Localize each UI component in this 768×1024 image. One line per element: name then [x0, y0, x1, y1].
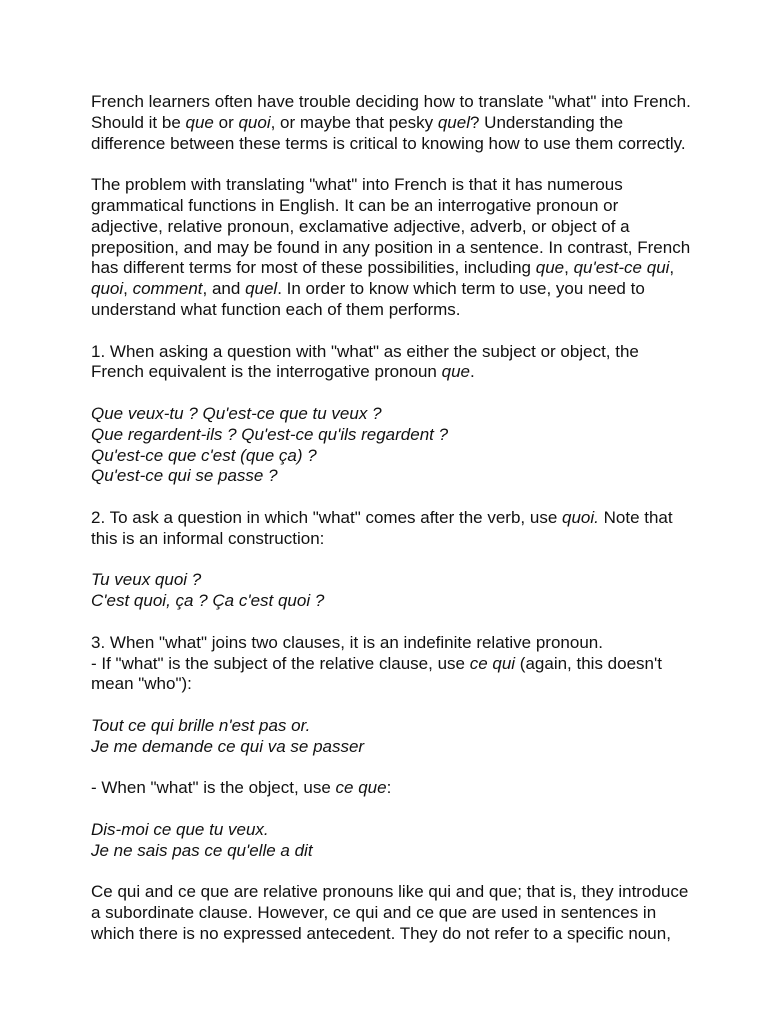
text-run: French learners often have trouble deciding how to translate "what" into French. — [91, 92, 691, 111]
text-run: ? Understanding the — [469, 112, 624, 132]
text-run: Note that — [598, 507, 673, 527]
italic-text: comment — [132, 279, 203, 299]
text-line — [91, 903, 731, 924]
text-run: . In order to know which term to use, you need to — [277, 279, 645, 299]
text-line — [91, 466, 731, 487]
italic-text: qu'est-ce qui — [573, 258, 670, 278]
italic-text: Que regardent-ils ? Qu'est-ce qu'ils regardent ? — [91, 424, 449, 444]
italic-text: ce que — [335, 778, 387, 798]
text-run: - If "what" is the subject of the relative clause, use — [91, 653, 470, 673]
paragraph — [91, 508, 731, 550]
italic-text: Qu'est-ce que c'est (que ça) ? — [91, 445, 317, 465]
paragraph — [91, 404, 731, 487]
text-line — [91, 529, 731, 550]
paragraph — [91, 633, 731, 695]
text-line — [91, 92, 731, 113]
text-run: , — [123, 279, 133, 299]
text-run: 2. To ask a question in which "what" comes after the verb, use — [91, 507, 563, 527]
text-line — [91, 841, 731, 862]
paragraph — [91, 882, 731, 944]
text-line — [91, 778, 731, 799]
italic-text: Tout ce qui brille n'est pas or. — [91, 715, 311, 735]
text-line — [91, 716, 731, 737]
text-run: 1. When asking a question with "what" as either the subject or object, the — [91, 341, 639, 361]
italic-text: Je me demande ce qui va se passer — [91, 736, 365, 756]
text-run: , — [669, 258, 675, 278]
paragraph — [91, 820, 731, 862]
text-line — [91, 737, 731, 758]
italic-text: que — [441, 362, 470, 382]
italic-text: C'est quoi, ça ? Ça c'est quoi ? — [91, 591, 325, 611]
text-line — [91, 258, 731, 279]
document-page — [91, 92, 731, 965]
text-line — [91, 508, 731, 529]
paragraph — [91, 570, 731, 612]
text-run: , — [564, 258, 574, 278]
text-line — [91, 404, 731, 425]
paragraph — [91, 716, 731, 758]
text-line — [91, 654, 731, 675]
text-line — [91, 446, 731, 467]
text-line — [91, 217, 731, 238]
text-run: . — [469, 362, 475, 382]
text-line — [91, 882, 731, 903]
text-run: The problem with translating "what" into French is that it has numerous — [91, 175, 623, 195]
text-line — [91, 924, 731, 945]
text-run: - When "what" is the object, use — [91, 778, 336, 798]
italic-text: que — [185, 112, 214, 132]
text-run: : — [386, 778, 392, 798]
text-run: this is an informal construction: — [91, 528, 325, 548]
paragraph — [91, 175, 731, 321]
italic-text: Qu'est-ce qui se passe ? — [91, 466, 278, 486]
text-line — [91, 674, 731, 695]
text-run: grammatical functions in English. It can be an interrogative pronoun or — [91, 195, 619, 215]
text-run: (again, this doesn't — [515, 653, 662, 673]
text-line — [91, 591, 731, 612]
italic-text: Que veux-tu ? Qu'est-ce que tu veux ? — [91, 403, 382, 423]
text-run: , or maybe that pesky — [270, 112, 438, 132]
italic-text: Je ne sais pas ce qu'elle a dit — [91, 840, 313, 860]
text-run: mean "who"): — [91, 674, 192, 694]
text-run: adjective, relative pronoun, exclamative adjective, adverb, or object of a — [91, 216, 630, 236]
text-run: difference between these terms is critical to knowing how to use them correctly. — [91, 133, 686, 153]
italic-text: que — [535, 258, 565, 278]
italic-text: quel — [437, 112, 470, 132]
text-run: preposition, and may be found in any position in a sentence. In contrast, French — [91, 237, 691, 257]
italic-text: Dis-moi ce que tu veux. — [91, 819, 269, 839]
text-run: a subordinate clause. However, ce qui and ce que are used in sentences in — [91, 903, 657, 923]
text-run: has different terms for most of these possibilities, including — [91, 258, 536, 278]
text-line — [91, 113, 731, 134]
italic-text: quoi. — [562, 507, 599, 527]
text-line — [91, 570, 731, 591]
text-line — [91, 425, 731, 446]
text-run: 3. When "what" joins two clauses, it is an indefinite relative pronoun. — [91, 632, 603, 652]
paragraph — [91, 778, 731, 799]
text-run: French equivalent is the interrogative pronoun — [91, 362, 442, 382]
paragraph — [91, 342, 731, 384]
text-line — [91, 300, 731, 321]
text-line — [91, 238, 731, 259]
italic-text: quoi — [91, 279, 124, 299]
italic-text: ce qui — [469, 653, 516, 673]
text-line — [91, 342, 731, 363]
text-run: which there is no expressed antecedent. They do not refer to a specific noun, — [91, 923, 671, 943]
text-run: or — [213, 112, 239, 132]
text-run: Ce qui and ce que are relative pronouns like qui and que; that is, they introduce — [91, 882, 689, 902]
text-line — [91, 175, 731, 196]
italic-text: quoi — [238, 112, 271, 132]
text-line — [91, 134, 731, 155]
text-line — [91, 279, 731, 300]
italic-text: quel — [245, 279, 278, 299]
text-run: understand what function each of them performs. — [91, 299, 461, 319]
text-run: Should it be — [91, 112, 186, 132]
text-line — [91, 196, 731, 217]
italic-text: Tu veux quoi ? — [91, 570, 202, 590]
paragraph — [91, 92, 731, 154]
text-line — [91, 362, 731, 383]
text-line — [91, 820, 731, 841]
text-line — [91, 633, 731, 654]
text-run: , and — [202, 279, 246, 299]
